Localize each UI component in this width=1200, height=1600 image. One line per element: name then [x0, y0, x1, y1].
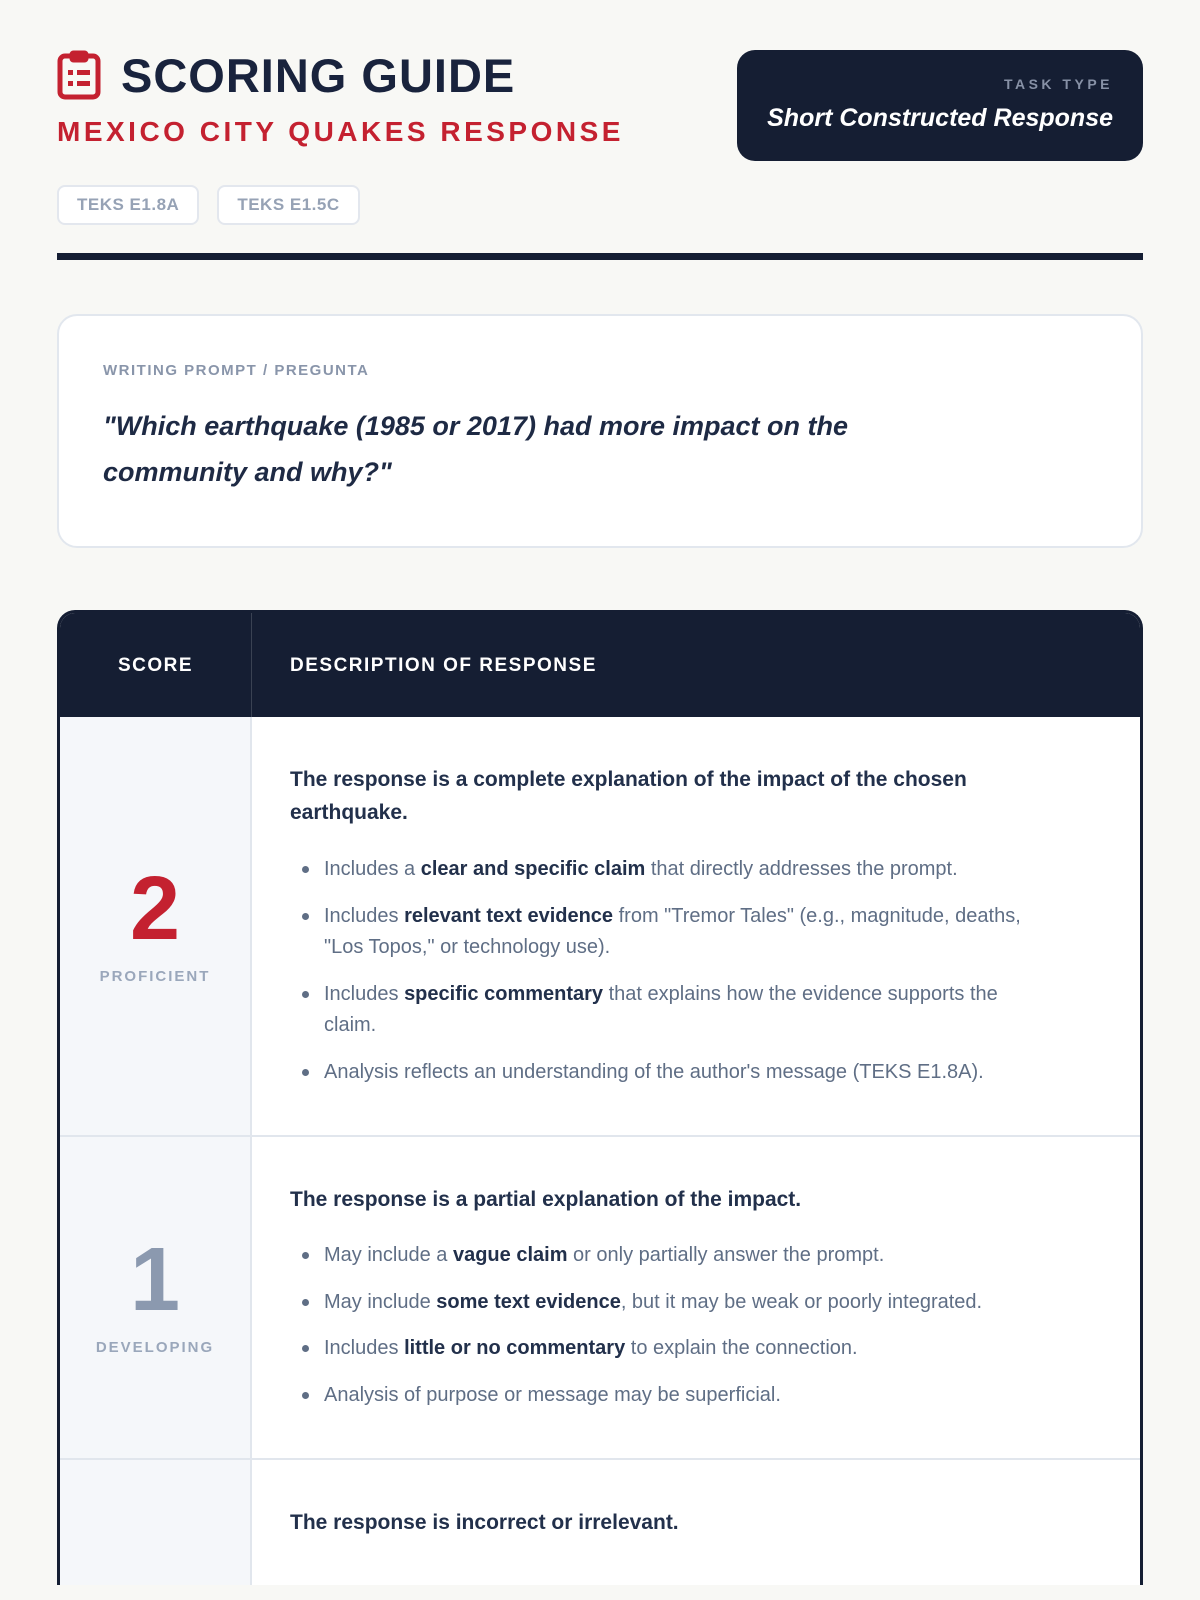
criteria-item: Analysis of purpose or message may be superficial. — [290, 1380, 1055, 1412]
criteria-item: Includes a clear and specific claim that directly addresses the prompt. — [290, 854, 1055, 886]
score-cell — [60, 1460, 252, 1586]
title-line — [57, 50, 624, 100]
writing-prompt-card — [57, 314, 1143, 548]
writing-prompt-text: "Which earthquake (1985 or 2017) had more impact on the community and why?" — [103, 411, 849, 488]
description-cell — [252, 1137, 1140, 1458]
rubric-row — [60, 1458, 1140, 1586]
criteria-item: Includes specific commentary that explains how the evidence supports the claim. — [290, 979, 1055, 1042]
rubric-row — [60, 1135, 1140, 1458]
page-subtitle: MEXICO CITY QUAKES RESPONSE — [57, 116, 624, 147]
writing-prompt-label: WRITING PROMPT / PREGUNTA — [103, 362, 370, 379]
column-header-description: DESCRIPTION OF RESPONSE — [290, 654, 597, 676]
page-header — [57, 50, 1143, 161]
rubric-row — [60, 717, 1140, 1135]
criteria-item: Includes little or no commentary to explain the connection. — [290, 1333, 1055, 1365]
rubric-body — [60, 717, 1140, 1585]
page-title: SCORING GUIDE — [121, 48, 516, 102]
badge-teks-e15c: TEKS E1.5C — [217, 185, 359, 225]
criteria-list — [290, 854, 1096, 1089]
standards-badges — [57, 185, 1143, 225]
score-level-label: PROFICIENT — [99, 968, 211, 985]
title-block — [57, 50, 624, 148]
description-cell — [252, 717, 1140, 1135]
task-type-card — [737, 50, 1143, 161]
divider-rule — [57, 253, 1143, 260]
criteria-item: May include some text evidence, but it may be weak or poorly integrated. — [290, 1287, 1055, 1319]
criteria-item: Includes relevant text evidence from "Tremor Tales" (e.g., magnitude, deaths, "Los Topos," or technology use). — [290, 901, 1055, 964]
criteria-item: Analysis reflects an understanding of the author's message (TEKS E1.8A). — [290, 1057, 1055, 1089]
rubric-table — [57, 610, 1143, 1585]
column-header-score: SCORE — [60, 613, 252, 717]
description-lead: The response is a partial explanation of the impact. — [290, 1187, 802, 1211]
rubric-header-row — [60, 613, 1140, 717]
score-number: 1 — [129, 1229, 181, 1330]
score-cell — [60, 1137, 252, 1458]
criteria-item: May include a vague claim or only partially answer the prompt. — [290, 1240, 1055, 1272]
clipboard-icon — [57, 50, 101, 100]
task-type-label: TASK TYPE — [1003, 76, 1113, 92]
description-lead: The response is a complete explanation of the impact of the chosen earthquake. — [290, 767, 967, 825]
score-level-label: DEVELOPING — [95, 1339, 215, 1357]
description-cell — [252, 1460, 1140, 1586]
score-number: 2 — [129, 858, 181, 959]
badge-teks-e18a: TEKS E1.8A — [57, 185, 199, 225]
criteria-list — [290, 1240, 1096, 1411]
task-type-value: Short Constructed Response — [767, 104, 1113, 132]
description-lead: The response is incorrect or irrelevant. — [290, 1510, 679, 1534]
score-cell — [60, 717, 252, 1135]
